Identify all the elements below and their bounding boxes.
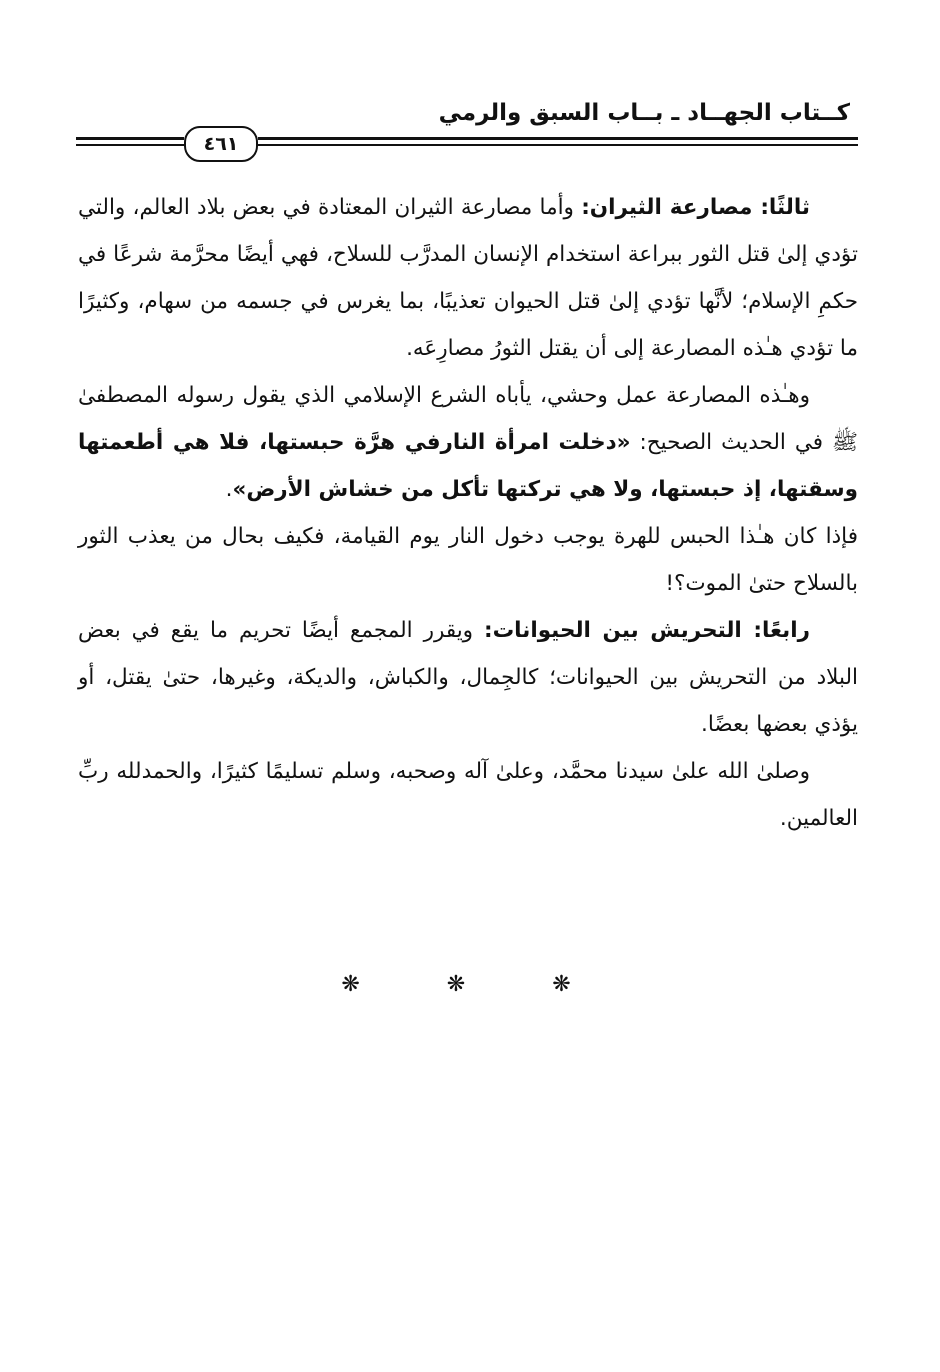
paragraph-conclusion xyxy=(78,513,858,607)
paragraph-text: وهـٰذه المصارعة عمل وحشي، يأباه الشرع الإسلامي الذي يقول رسوله المصطفىٰ ﷺ في الحديث الصحيح: xyxy=(78,383,858,455)
header-rule-left-thin xyxy=(76,144,184,146)
hadith-quote: «دخلت امرأة النارفي هرَّة حبستها، فلا هي أطعمتها وسقتها، إذ حبستها، ولا هي تركتها تأكل من خشاش الأرض» xyxy=(78,430,858,502)
asterism-icon: ❋ xyxy=(552,972,599,997)
section-separator xyxy=(0,972,940,997)
paragraph-animal-fighting xyxy=(78,607,858,748)
paragraph-text: فإذا كان هـٰذا الحبس للهرة يوجب دخول النار يوم القيامة، فكيف بحال من يعذب الثور بالسلاح حتىٰ الموت؟! xyxy=(78,524,858,596)
header-rule-left xyxy=(76,137,184,140)
paragraph-closing-prayer xyxy=(78,748,858,842)
section-heading-animal-fighting: رابعًا: التحريش بين الحيوانات: xyxy=(483,618,810,643)
paragraph-text: وأما مصارعة الثيران المعتادة في بعض بلاد العالم، والتي تؤدي إلىٰ قتل الثور ببراعة استخدام الإنسان المدرَّب للسلاح، فهي أيضًا محرَّمة شرعًا في حكمِ الإسلام؛ لأنَّها تؤدي إلىٰ قتل الحيوان تعذيبًا، بما يغرس في جسمه من سهام، وكثيرًا ما تؤدي هـٰذه المصارعة إلى أن يقتل الثورُ مصارِعَه. xyxy=(78,195,858,361)
page-number: ٤٦١ xyxy=(184,126,258,162)
page-header xyxy=(76,90,858,160)
paragraph-bullfighting xyxy=(78,184,858,372)
paragraph-hadith xyxy=(78,372,858,513)
header-rule-right-thin xyxy=(258,144,858,146)
paragraph-text: ويقرر المجمع أيضًا تحريم ما يقع في بعض البلاد من التحريش بين الحيوانات؛ كالجِمال، والكباش، والديكة، وغيرها، حتىٰ يقتل، أو يؤذي بعضها بعضًا. xyxy=(78,618,858,737)
running-title: كــتاب الجهــاد ـ بــاب السبق والرمي xyxy=(438,100,850,126)
paragraph-text: . xyxy=(225,477,233,502)
section-heading-bullfighting: ثالثًا: مصارعة الثيران: xyxy=(581,195,810,220)
page-body xyxy=(78,184,858,842)
asterism-icon: ❋ xyxy=(446,972,494,997)
asterism-icon: ❋ xyxy=(341,972,388,997)
header-rule-right xyxy=(258,137,858,140)
paragraph-text: وصلىٰ الله علىٰ سيدنا محمَّد، وعلىٰ آله وصحبه، وسلم تسليمًا كثيرًا، والحمدلله ربِّ العالمين. xyxy=(78,759,858,831)
